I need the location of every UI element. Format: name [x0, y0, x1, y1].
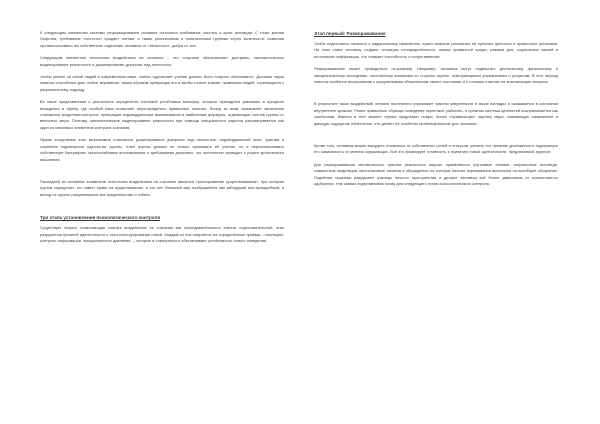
paragraph: Существует теория, позволяющая описать воздействие на сознание как последовательность этапов: подготовительный, этап разрушения прежней идентичности и этап конструирования новой. Каждый из них опирается на определённые приемы – изоляцию, контроль информации, эмоциональное давление, – которые в совокупности обеспечивают устойчивость нового поведения. [40, 225, 284, 243]
paragraph: В результате таких воздействий человек постепенно утрачивает чувство уверенности в своих взглядах и оказывается в состоянии внутреннего кризиса. Ранее привычные образцы поведения перестают работать, а прежняя система ценностей воспринимается как ошибочная. Именно в этот момент группа предлагает новую, более «правильную» картину мира, снимающую напряжение и дающую ощущение облегчения, что делает её особенно привлекательной для человека. [314, 101, 558, 126]
paragraph: К следующим элементам системы реформирования сознания относится требование чистоты и культ исповеди. С точки зрения Лифтона, требование «чистоты» придает сектам, а также религиозным и политическим группам черты конечности, позволяя противопоставить им собственное отделение человека от «нечистого», добра от зла. [40, 30, 284, 48]
left-column [40, 30, 284, 250]
right-column [314, 30, 558, 194]
paragraph: Для размораживания человеческого чувства реальности широко применяются групповые техники: откровенные исповеди, совместные медитации, многочасовые занятия и обсуждения, на которых личные переживания выносятся на всеобщее обозрение. Подобные практики разрушают границы личного пространства и делают человека всё более зависимым от коллективного одобрения, тем самым подготавливая почву для следующего этапа психологического контроля. [314, 161, 558, 187]
section-heading: Три этапа установления психологического контроля [40, 215, 161, 221]
paragraph: Чтобы увлечь за собой людей в современном мире, любая «духовная» учение должно быть «научно обосновано». Дыхание науки кажется способным дать любое верование, таким образом превращая его в якобы точное знание, привлекая людей, стремящихся к рациональному подходу. [40, 74, 284, 92]
paragraph: Чтобы подготовить личность к радикальному изменению, нужно вначале расшатать её прежние ценности и привычные установки. На этом этапе человеку создают ситуацию неопределённости, лишая привычной среды, режима дня, социальных связей и источников информации, что снижает способность к сопротивлению. [314, 41, 558, 59]
paragraph: Последней из основных элементов технологии воздействия на сознание является «распоряжение существованием», при котором группа определяет, кто имеет право на существование, а кто нет. Внешний мир изображается как заблудший или враждебный, а выход из группы расценивается как предательство и гибель. [40, 178, 284, 197]
paragraph: Ярким следствием этих механизмов становится доминирование доктрины над личностью: индивидуальный опыт, чувства и сомнения подчиняются идеологии группы. Член группы должен не только принимать её учение, но и переосмысливать собственную биографию, приспосабливая воспоминания к требованиям доктрины, что постепенно приводит к утрате критического мышления. [40, 137, 284, 162]
paragraph: Размораживание может проводиться по-разному. Например, человека могут подвергать длительному физическому и эмоциональному истощению, постоянному вниманию со стороны группы, повторяющимся упражнениям и ритуалам. В этот период новичок особенно восприимчив к предлагаемым объяснениям своего состояния и к готовым ответам на возникающие вопросы. [314, 66, 558, 85]
paragraph: Следующим элементом технологии воздействия на сознание – это «научное обоснование» доктрины, лингвистическое моделирование реальности и доминирование доктрины над личностью. [40, 55, 284, 67]
paragraph: Кроме того, человека можно вынудить отказаться от собственных ролей и статусов, унизить его прежние достижения и подчеркнуть его зависимость от мнения окружающих. Всё это формирует готовность к принятию новой идентичности, предлагаемой группой. [314, 143, 558, 155]
paragraph: Во наше представления о реальности определены системой устойчивых метафор, которые приходится усваивать в процессе вхождения в группу, где особый язык позволяет переопределить привычные понятия. Вслед за этим «языковое» мышление становится средством контроля, превращая индивидуальные высказывания в шаблонные формулы, отделяющие членов группы от внешнего мира. Поэтому лингвистическое моделирование реальности при помощи специального жаргона рассматривается как один из ключевых элементов контроля сознания. [40, 99, 284, 130]
section-heading: Этап первый: Размораживание [314, 31, 386, 36]
